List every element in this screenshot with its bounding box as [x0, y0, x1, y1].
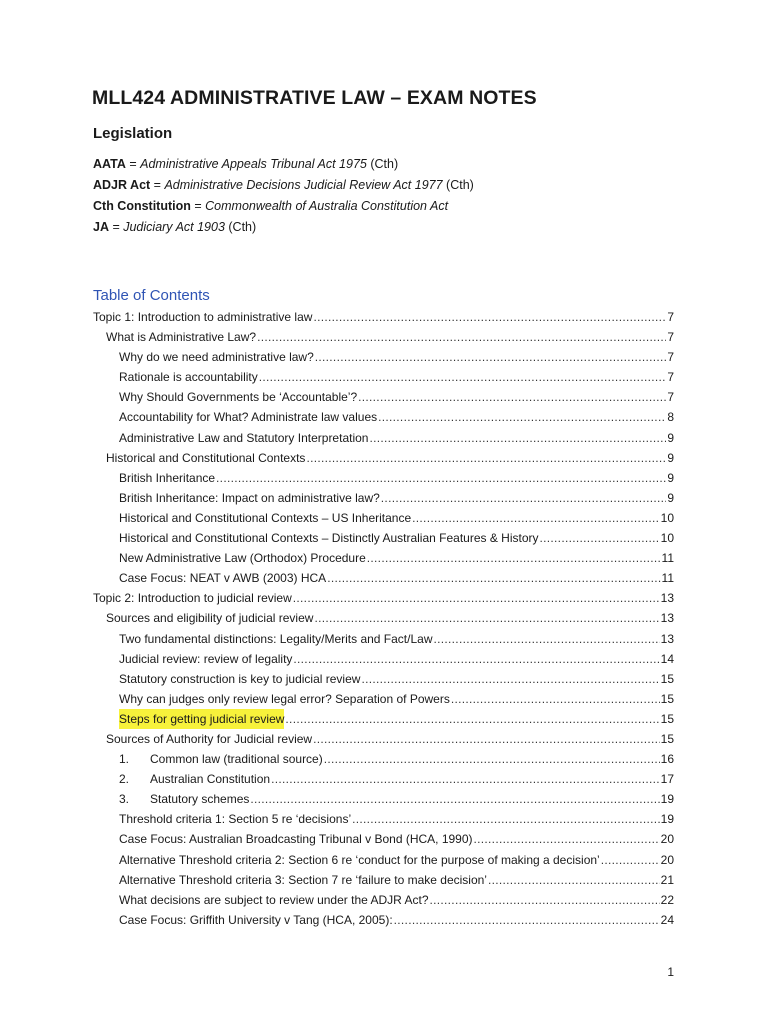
definition-separator: =: [190, 199, 206, 213]
toc-entry[interactable]: [93, 850, 674, 870]
toc-dot-leader: [216, 468, 666, 488]
toc-entry-label: New Administrative Law (Orthodox) Procedure: [119, 551, 366, 566]
toc-entry-label: Why can judges only review legal error? Separation of Powers: [119, 691, 450, 706]
toc-entry-label: Case Focus: Griffith University v Tang (HCA, 2005):: [119, 912, 393, 927]
toc-dot-leader: [271, 769, 660, 789]
definition-line: [93, 175, 693, 196]
toc-entry-label: Case Focus: Australian Broadcasting Tribunal v Bond (HCA, 1990): [119, 832, 473, 847]
toc-entry-label: Threshold criteria 1: Section 5 re ‘decisions’: [119, 812, 352, 827]
toc-entry[interactable]: [93, 568, 674, 588]
toc-entry-label: Two fundamental distinctions: Legality/Merits and Fact/Law: [119, 631, 433, 646]
toc-entry-label: Sources of Authority for Judicial review: [106, 731, 313, 746]
definition-abbreviation: AATA: [93, 157, 126, 171]
definition-line: [93, 196, 693, 217]
toc-entry-label: What is Administrative Law?: [106, 330, 257, 345]
toc-entry-label: Alternative Threshold criteria 3: Section 7 re ‘failure to make decision’: [119, 872, 487, 887]
toc-entry-page: 17: [660, 772, 674, 787]
legislation-heading: Legislation: [93, 125, 173, 142]
toc-entry[interactable]: [93, 608, 674, 628]
toc-entry-label: British Inheritance: Impact on administrative law?: [119, 490, 380, 505]
definition-separator: =: [108, 220, 124, 234]
toc-entry-page: 7: [667, 350, 674, 365]
toc-entry[interactable]: [93, 468, 674, 488]
toc-entry-page: 16: [660, 752, 674, 767]
toc-entry-page: 14: [660, 651, 674, 666]
toc-entry[interactable]: [93, 528, 674, 548]
definition-jurisdiction: (Cth): [442, 178, 474, 192]
definition-act-name: Administrative Appeals Tribunal Act 1975: [140, 157, 367, 171]
definition-act-name: Commonwealth of Australia Constitution Act: [205, 199, 449, 213]
toc-dot-leader: [250, 789, 659, 809]
toc-entry-page: 9: [667, 450, 674, 465]
toc-entry[interactable]: [93, 367, 674, 387]
toc-entry[interactable]: [93, 749, 674, 769]
toc-entry-label: Administrative Law and Statutory Interpretation: [119, 430, 369, 445]
toc-dot-leader: [430, 890, 660, 910]
toc-entry-label: Topic 1: Introduction to administrative law: [93, 310, 313, 324]
toc-dot-leader: [313, 307, 666, 327]
definition-act-name: Administrative Decisions Judicial Review Act 1977: [164, 178, 443, 192]
definition-abbreviation: ADJR Act: [93, 178, 151, 192]
toc-entry[interactable]: [93, 729, 674, 749]
toc-entry-page: 10: [660, 510, 674, 525]
toc-dot-leader: [259, 367, 667, 387]
toc-entry[interactable]: [93, 769, 674, 789]
page-number: 1: [667, 965, 674, 979]
toc-entry-page: 9: [667, 490, 674, 505]
toc-entry[interactable]: [93, 307, 674, 327]
toc-entry[interactable]: [93, 910, 674, 930]
toc-entry-page: 15: [660, 731, 674, 746]
toc-entry-page: 19: [660, 792, 674, 807]
toc-entry-label: Historical and Constitutional Contexts: [106, 450, 306, 465]
toc-entry-page: 9: [667, 470, 674, 485]
toc-entry-page: 13: [660, 631, 674, 646]
toc-dot-leader: [352, 809, 660, 829]
toc-entry[interactable]: [93, 387, 674, 407]
definition-separator: =: [125, 157, 141, 171]
toc-entry-number: 3.: [119, 792, 130, 807]
toc-entry[interactable]: [93, 488, 674, 508]
definition-separator: =: [150, 178, 165, 192]
toc-entry-page: 7: [667, 390, 674, 405]
toc-entry-page: 10: [660, 531, 674, 546]
toc-heading: Table of Contents: [93, 287, 210, 304]
toc-entry-label: Judicial review: review of legality: [119, 651, 293, 666]
toc-entry-page: 8: [667, 410, 674, 425]
toc-entry[interactable]: [93, 327, 674, 347]
toc-entry-label: Sources and eligibility of judicial review: [106, 611, 314, 626]
toc-entry-page: 22: [660, 892, 674, 907]
toc-dot-leader: [315, 347, 667, 367]
toc-entry[interactable]: [93, 709, 674, 729]
toc-entry-page: 11: [661, 551, 674, 566]
toc-entry[interactable]: [93, 789, 674, 809]
toc-entry-page: 13: [660, 611, 674, 626]
toc-dot-leader: [394, 910, 660, 930]
toc-entry-label: What decisions are subject to review under the ADJR Act?: [119, 892, 429, 907]
toc-entry-number: 1.: [119, 752, 130, 767]
toc-entry[interactable]: [93, 448, 674, 468]
toc-dot-leader: [313, 729, 660, 749]
toc-dot-leader: [474, 829, 660, 849]
toc-dot-leader: [306, 448, 666, 468]
toc-dot-leader: [412, 508, 659, 528]
toc-entry[interactable]: [93, 347, 674, 367]
toc-entry[interactable]: [93, 649, 674, 669]
definition-act-name: Judiciary Act 1903: [123, 220, 225, 234]
toc-dot-leader: [451, 689, 660, 709]
toc-entry-number: 2.: [119, 772, 130, 787]
definition-abbreviation: JA: [93, 220, 109, 234]
toc-dot-leader: [601, 850, 660, 870]
toc-entry-page: 20: [660, 832, 674, 847]
definition-line: [93, 217, 693, 238]
toc-entry-label: Why do we need administrative law?: [119, 350, 314, 365]
toc-entry-label: Statutory schemes: [150, 792, 250, 807]
toc-dot-leader: [257, 327, 666, 347]
toc-entry-page: 20: [660, 852, 674, 867]
definition-jurisdiction: (Cth): [224, 220, 257, 234]
toc-entry[interactable]: [93, 407, 674, 427]
toc-entry[interactable]: [93, 689, 674, 709]
toc-entry[interactable]: [93, 669, 674, 689]
toc-entry-label: Historical and Constitutional Contexts – Distinctly Australian Features & History: [119, 531, 539, 546]
toc-entry-label: Alternative Threshold criteria 2: Section 6 re ‘conduct for the purpose of making a decision’: [119, 852, 600, 867]
toc-entry[interactable]: [93, 428, 674, 448]
toc-entry-page: 15: [660, 691, 674, 706]
toc-entry-page: 15: [660, 711, 674, 726]
toc-entry-label: Rationale is accountability: [119, 370, 258, 385]
toc-dot-leader: [293, 649, 659, 669]
toc-entry-label-highlighted: Steps for getting judicial review: [119, 709, 284, 729]
definition-line: [93, 154, 693, 175]
toc-entry[interactable]: [93, 588, 674, 608]
toc-entry-label: Common law (traditional source): [150, 752, 323, 767]
toc-entry[interactable]: [93, 809, 674, 829]
toc-entry-label: Australian Constitution: [150, 772, 271, 787]
toc-entry-page: 9: [667, 430, 674, 445]
toc-dot-leader: [378, 407, 666, 427]
toc-entry[interactable]: [93, 629, 674, 649]
toc-entry[interactable]: [93, 870, 674, 890]
toc-entry[interactable]: [93, 890, 674, 910]
toc-dot-leader: [540, 528, 660, 548]
toc-entry-label: Why Should Governments be ‘Accountable’?: [119, 390, 358, 405]
toc-entry-label: Historical and Constitutional Contexts – US Inheritance: [119, 510, 412, 525]
toc-dot-leader: [358, 387, 666, 407]
toc-entry-label: British Inheritance: [119, 470, 216, 485]
toc-entry-page: 21: [660, 872, 674, 887]
toc-dot-leader: [293, 588, 660, 608]
toc-dot-leader: [488, 870, 660, 890]
definition-jurisdiction: (Cth): [366, 157, 399, 171]
toc-dot-leader: [324, 749, 660, 769]
toc-entry-page: 19: [660, 812, 674, 827]
page-title: MLL424 ADMINISTRATIVE LAW – EXAM NOTES: [92, 87, 537, 109]
toc-entry-page: 11: [661, 571, 674, 586]
toc-entry-page: 15: [660, 671, 674, 686]
toc-entry-label: Accountability for What? Administrate law values: [119, 410, 378, 425]
toc-entry-page: 7: [667, 310, 674, 324]
toc-dot-leader: [361, 669, 659, 689]
toc-entry[interactable]: [93, 508, 674, 528]
toc-dot-leader: [314, 608, 659, 628]
toc-entry-label: Topic 2: Introduction to judicial review: [93, 591, 292, 606]
table-of-contents: [93, 307, 674, 930]
toc-entry-page: 13: [660, 591, 674, 606]
toc-entry-page: 7: [667, 330, 674, 345]
toc-dot-leader: [434, 629, 660, 649]
toc-dot-leader: [367, 548, 661, 568]
toc-entry[interactable]: [93, 829, 674, 849]
toc-entry-label: Statutory construction is key to judicial review: [119, 671, 361, 686]
toc-dot-leader: [369, 428, 666, 448]
definition-abbreviation: Cth Constitution: [93, 199, 191, 213]
toc-dot-leader: [327, 568, 660, 588]
toc-entry-label: Case Focus: NEAT v AWB (2003) HCA: [119, 571, 327, 586]
toc-dot-leader: [285, 709, 659, 729]
toc-entry-page: 24: [660, 912, 674, 927]
toc-entry[interactable]: [93, 548, 674, 568]
legislation-definitions: [93, 154, 693, 238]
toc-dot-leader: [381, 488, 667, 508]
toc-entry-page: 7: [667, 370, 674, 385]
